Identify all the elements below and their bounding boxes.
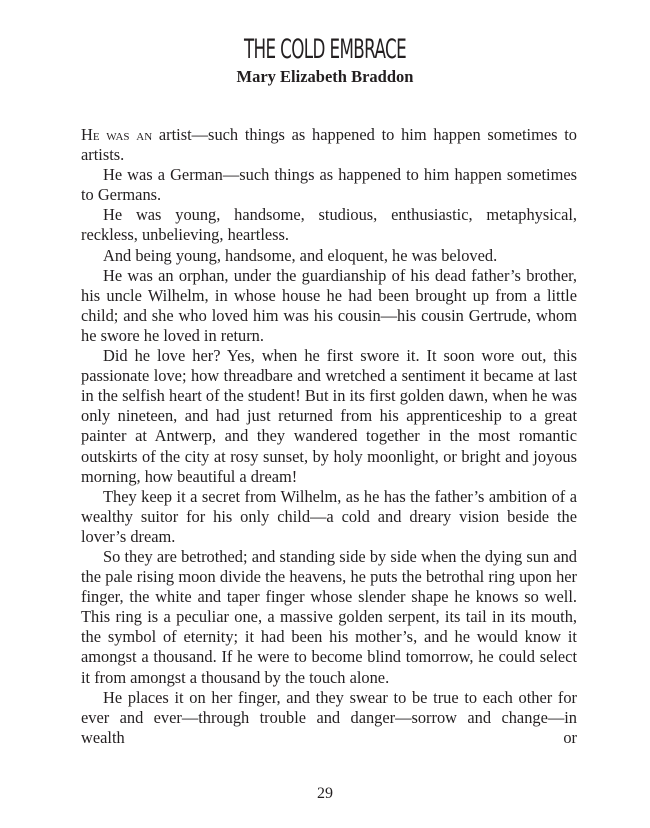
paragraph: And being young, handsome, and eloquent, he was beloved. — [103, 245, 498, 265]
paragraph: So they are betrothed; and standing side by side when the dying sun and the pale rising moon divide the heavens, he puts the betrothal ring upon her finger, the white and taper finger whose slender shape he knows so well. This ring is a peculiar one, a massive golden serpent, its tail in its mouth, the symbol of eternity; it had been his mother’s, and he would know it amongst a thousand. If he were to become blind tomorrow, he could select it from amongst a thousand by the touch alone. — [81, 546, 577, 687]
paragraph: Did he love her? Yes, when he first swore it. It soon wore out, this passionate love; how threadbare and wretched a sentiment it became at last in the selfish heart of the student! But in its first golden dawn, when he was only nineteen, and had just returned from his apprenticeship to a great painter at Antwerp, and they wandered together in the most romantic outskirts of the city at rosy sunset, by holy moonlight, or bright and joyous morning, how beautiful a dream! — [81, 346, 577, 486]
page-number: 29 — [317, 785, 333, 802]
paragraph-text: artist—such things as happened to him happen sometimes to artists. — [81, 125, 577, 165]
drop-smallcaps-lead: He was an — [81, 125, 153, 144]
paragraph: They keep it a secret from Wilhelm, as he has the father’s ambition of a wealthy suitor for his only child—a cold and dreary vision beside the lover’s dream. — [81, 486, 577, 546]
paragraph: He was young, handsome, studious, enthusiastic, metaphysical, reckless, unbelieving, heartless. — [81, 205, 577, 245]
story-body — [81, 125, 577, 748]
paragraph: He places it on her finger, and they swear to be true to each other for ever and ever—through trouble and danger—sorrow and change—in wealth or — [81, 687, 577, 747]
paragraph: He was a German—such things as happened to him happen sometimes to Germans. — [81, 165, 577, 205]
author-name: Mary Elizabeth Braddon — [236, 67, 414, 86]
story-title: THE COLD EMBRACE — [243, 34, 407, 66]
paragraph: He was an orphan, under the guardianship of his dead father’s brother, his uncle Wilhelm, in whose house he had been brought up from a little child; and she who loved him was his cousin—his cousin Gertrude, whom he swore he loved in return. — [81, 265, 577, 345]
paragraph — [81, 125, 577, 165]
